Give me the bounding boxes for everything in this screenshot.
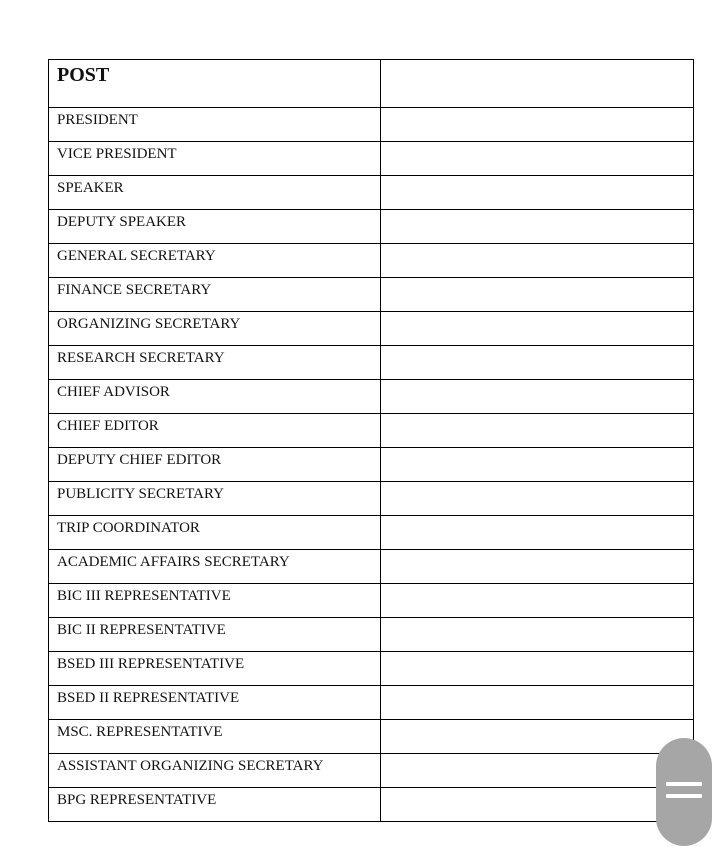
table-row xyxy=(49,788,694,822)
drag-handle-icon xyxy=(666,782,702,786)
post-name-cell: MSC. REPRESENTATIVE xyxy=(49,720,381,754)
table-row xyxy=(49,584,694,618)
table-header-row xyxy=(49,60,694,108)
table-row xyxy=(49,142,694,176)
table-row xyxy=(49,278,694,312)
empty-cell[interactable] xyxy=(381,754,694,788)
post-name-cell: ASSISTANT ORGANIZING SECRETARY xyxy=(49,754,381,788)
empty-cell[interactable] xyxy=(381,210,694,244)
empty-cell[interactable] xyxy=(381,618,694,652)
table-row xyxy=(49,482,694,516)
empty-cell[interactable] xyxy=(381,244,694,278)
empty-cell[interactable] xyxy=(381,312,694,346)
table-row xyxy=(49,550,694,584)
empty-cell[interactable] xyxy=(381,652,694,686)
posts-table xyxy=(48,59,694,822)
empty-cell[interactable] xyxy=(381,550,694,584)
empty-cell[interactable] xyxy=(381,176,694,210)
empty-cell[interactable] xyxy=(381,788,694,822)
empty-cell[interactable] xyxy=(381,346,694,380)
empty-cell[interactable] xyxy=(381,482,694,516)
empty-cell[interactable] xyxy=(381,720,694,754)
table-row xyxy=(49,380,694,414)
post-header: POST xyxy=(49,60,381,108)
empty-cell[interactable] xyxy=(381,414,694,448)
post-name-cell: BIC II REPRESENTATIVE xyxy=(49,618,381,652)
post-name-cell: ORGANIZING SECRETARY xyxy=(49,312,381,346)
post-name-cell: BPG REPRESENTATIVE xyxy=(49,788,381,822)
post-name-cell: RESEARCH SECRETARY xyxy=(49,346,381,380)
post-name-cell: CHIEF EDITOR xyxy=(49,414,381,448)
empty-cell[interactable] xyxy=(381,60,694,108)
table-row xyxy=(49,346,694,380)
empty-cell[interactable] xyxy=(381,108,694,142)
post-name-cell: BSED II REPRESENTATIVE xyxy=(49,686,381,720)
empty-cell[interactable] xyxy=(381,516,694,550)
table-row xyxy=(49,176,694,210)
drag-handle-icon xyxy=(666,794,702,798)
post-name-cell: PRESIDENT xyxy=(49,108,381,142)
post-name-cell: SPEAKER xyxy=(49,176,381,210)
table-row xyxy=(49,652,694,686)
table-row xyxy=(49,618,694,652)
table-row xyxy=(49,686,694,720)
empty-cell[interactable] xyxy=(381,142,694,176)
post-name-cell: BIC III REPRESENTATIVE xyxy=(49,584,381,618)
post-name-cell: VICE PRESIDENT xyxy=(49,142,381,176)
post-name-cell: ACADEMIC AFFAIRS SECRETARY xyxy=(49,550,381,584)
table-row xyxy=(49,210,694,244)
table-row xyxy=(49,108,694,142)
post-name-cell: FINANCE SECRETARY xyxy=(49,278,381,312)
scroll-handle[interactable] xyxy=(656,738,712,846)
empty-cell[interactable] xyxy=(381,448,694,482)
post-name-cell: PUBLICITY SECRETARY xyxy=(49,482,381,516)
table-row xyxy=(49,516,694,550)
empty-cell[interactable] xyxy=(381,278,694,312)
table-row xyxy=(49,754,694,788)
table-row xyxy=(49,244,694,278)
post-name-cell: DEPUTY SPEAKER xyxy=(49,210,381,244)
table-row xyxy=(49,414,694,448)
empty-cell[interactable] xyxy=(381,686,694,720)
empty-cell[interactable] xyxy=(381,584,694,618)
post-name-cell: CHIEF ADVISOR xyxy=(49,380,381,414)
post-name-cell: GENERAL SECRETARY xyxy=(49,244,381,278)
empty-cell[interactable] xyxy=(381,380,694,414)
table-row xyxy=(49,720,694,754)
table-row xyxy=(49,448,694,482)
post-name-cell: DEPUTY CHIEF EDITOR xyxy=(49,448,381,482)
post-name-cell: TRIP COORDINATOR xyxy=(49,516,381,550)
post-name-cell: BSED III REPRESENTATIVE xyxy=(49,652,381,686)
table-row xyxy=(49,312,694,346)
